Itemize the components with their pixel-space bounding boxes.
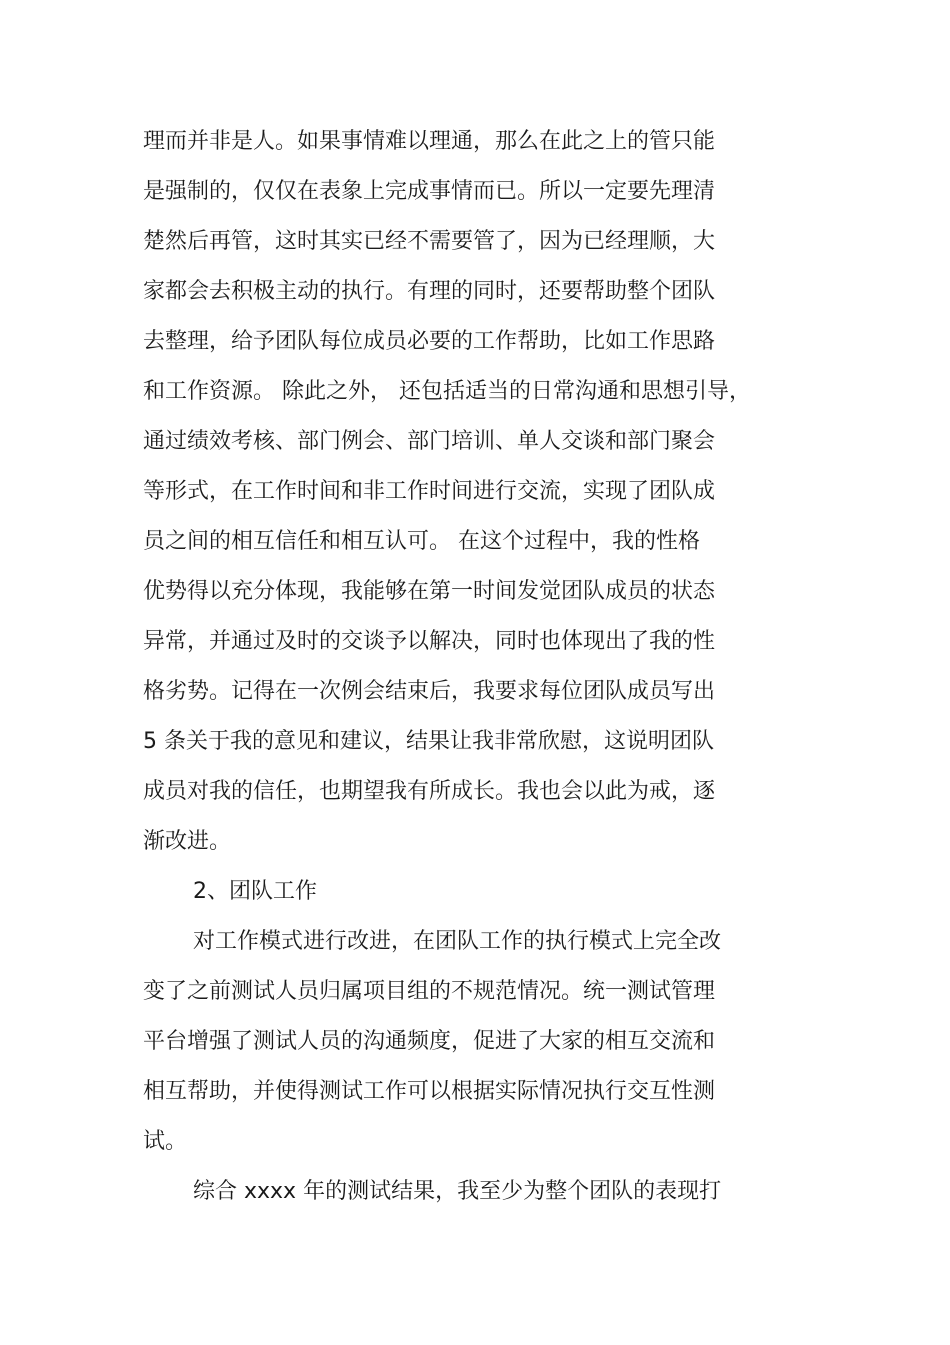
text-line: 格劣势。记得在一次例会结束后，我要求每位团队成员写出 (143, 679, 716, 704)
text-line: 优势得以充分体现，我能够在第一时间发觉团队成员的状态 (143, 579, 716, 604)
text-line: 5 条关于我的意见和建议，结果让我非常欣慰，这说明团队 (143, 729, 714, 754)
text-line: 相互帮助，并使得测试工作可以根据实际情况执行交互性测 (143, 1079, 716, 1104)
text-line: 去整理，给予团队每位成员必要的工作帮助，比如工作思路 (143, 329, 716, 354)
text-line: 试。 (143, 1129, 188, 1154)
text-line: 对工作模式进行改进，在团队工作的执行模式上完全改 (193, 929, 722, 954)
text-line: 变了之前测试人员归属项目组的不规范情况。统一测试管理 (143, 979, 716, 1004)
text-line: 家都会去积极主动的执行。有理的同时，还要帮助整个团队 (143, 279, 716, 304)
text-line: 平台增强了测试人员的沟通频度，促进了大家的相互交流和 (143, 1029, 716, 1054)
text-line: 楚然后再管，这时其实已经不需要管了，因为已经理顺，大 (143, 229, 716, 254)
text-line: 理而并非是人。如果事情难以理通，那么在此之上的管只能 (143, 129, 716, 154)
text-line: 综合 xxxx 年的测试结果，我至少为整个团队的表现打 (193, 1179, 722, 1204)
text-line: 异常，并通过及时的交谈予以解决，同时也体现出了我的性 (143, 629, 716, 654)
text-line: 是强制的，仅仅在表象上完成事情而已。所以一定要先理清 (143, 179, 716, 204)
text-line: 等形式，在工作时间和非工作时间进行交流，实现了团队成 (143, 479, 716, 504)
text-line: 成员对我的信任，也期望我有所成长。我也会以此为戒，逐 (143, 779, 716, 804)
text-line: 和工作资源。 除此之外， 还包括适当的日常沟通和思想引导， (143, 379, 751, 404)
section-heading: 2、团队工作 (193, 879, 317, 904)
text-line: 渐改进。 (143, 829, 232, 854)
text-line: 员之间的相互信任和相互认可。 在这个过程中，我的性格 (143, 529, 700, 554)
text-line: 通过绩效考核、部门例会、部门培训、单人交谈和部门聚会 (143, 429, 716, 454)
